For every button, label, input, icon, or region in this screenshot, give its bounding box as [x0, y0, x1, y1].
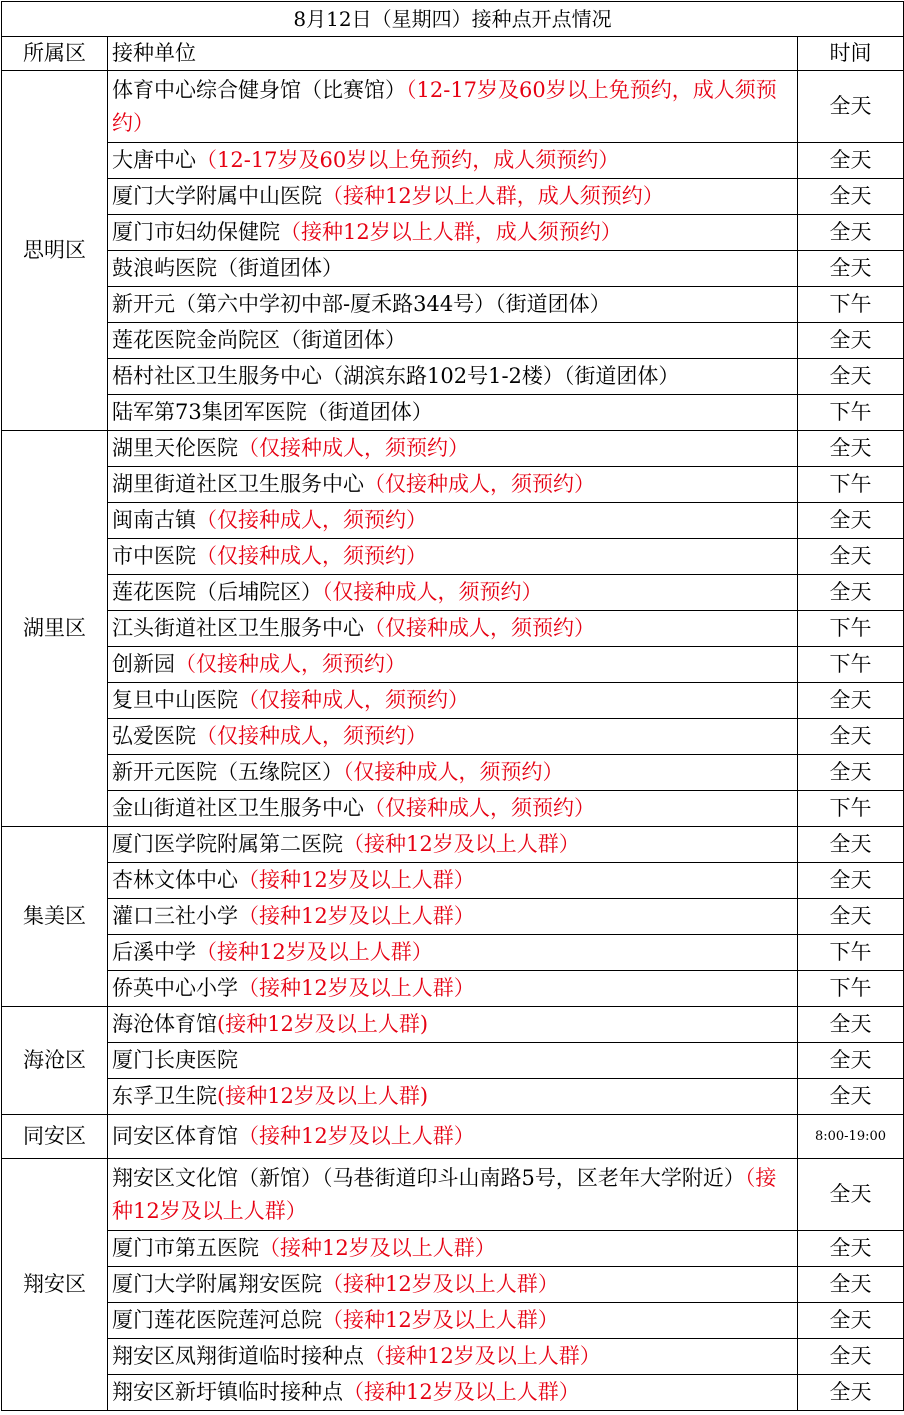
table-row — [2, 1007, 904, 1043]
unit-note: （12-17岁及60岁以上免预约，成人须预约） — [112, 77, 777, 135]
time-cell: 全天 — [798, 1079, 904, 1115]
unit-name: 体育中心综合健身馆（比赛馆） — [112, 77, 406, 102]
unit-cell — [108, 71, 798, 143]
unit-note: （接种12岁及以上人群） — [322, 1272, 559, 1296]
unit-cell — [108, 827, 798, 863]
unit-cell — [108, 935, 798, 971]
table-row — [2, 827, 904, 863]
unit-note: （仅接种成人，须预约） — [322, 580, 543, 604]
unit-cell — [108, 1043, 798, 1079]
unit-cell — [108, 1267, 798, 1303]
unit-name: 莲花医院（后埔院区） — [112, 580, 322, 604]
unit-cell — [108, 539, 798, 575]
table-row — [2, 1375, 904, 1411]
table-row — [2, 1115, 904, 1159]
table-row — [2, 575, 904, 611]
header-time: 时间 — [798, 37, 904, 71]
unit-name: 弘爱医院 — [112, 724, 196, 748]
unit-note: （接种12岁及以上人群） — [343, 832, 580, 856]
unit-note: （接种12岁及以上人群） — [259, 1236, 496, 1260]
unit-cell — [108, 971, 798, 1007]
unit-name: 厦门大学附属中山医院 — [112, 184, 322, 208]
unit-cell — [108, 1339, 798, 1375]
time-cell: 全天 — [798, 719, 904, 755]
time-cell: 全天 — [798, 251, 904, 287]
unit-note: （接种12岁以上人群，成人须预约） — [322, 184, 664, 208]
unit-name: 湖里街道社区卫生服务中心 — [112, 472, 364, 496]
unit-cell — [108, 1007, 798, 1043]
table-row — [2, 431, 904, 467]
unit-cell — [108, 251, 798, 287]
unit-name: 同安区体育馆 — [112, 1124, 238, 1148]
time-cell: 全天 — [798, 215, 904, 251]
time-cell: 全天 — [798, 827, 904, 863]
unit-note: （接种12岁及以上人群） — [238, 868, 475, 892]
unit-cell — [108, 575, 798, 611]
time-cell: 全天 — [798, 143, 904, 179]
table-row — [2, 251, 904, 287]
time-cell: 全天 — [798, 359, 904, 395]
unit-cell — [108, 1159, 798, 1231]
table-row — [2, 1079, 904, 1115]
time-cell: 下午 — [798, 395, 904, 431]
unit-name: 陆军第73集团军医院（街道团体） — [112, 400, 433, 424]
unit-cell — [108, 179, 798, 215]
time-cell: 下午 — [798, 935, 904, 971]
unit-cell — [108, 719, 798, 755]
unit-name: 鼓浪屿医院（街道团体） — [112, 256, 343, 280]
unit-cell — [108, 467, 798, 503]
vaccination-sites-table — [1, 1, 904, 1411]
unit-name: 海沧体育馆 — [112, 1012, 217, 1036]
table-row — [2, 539, 904, 575]
time-cell: 下午 — [798, 611, 904, 647]
unit-name: 复旦中山医院 — [112, 688, 238, 712]
time-cell: 全天 — [798, 503, 904, 539]
unit-name: 梧村社区卫生服务中心（湖滨东路102号1-2楼）（街道团体） — [112, 364, 680, 388]
unit-cell — [108, 863, 798, 899]
unit-note: （12-17岁及60岁以上免预约，成人须预约） — [196, 148, 620, 172]
table-row — [2, 503, 904, 539]
unit-cell — [108, 1231, 798, 1267]
unit-cell — [108, 1303, 798, 1339]
unit-cell — [108, 755, 798, 791]
time-cell: 全天 — [798, 683, 904, 719]
unit-note: （接种12岁及以上人群） — [196, 940, 433, 964]
district-cell: 同安区 — [2, 1115, 108, 1159]
district-cell: 翔安区 — [2, 1159, 108, 1411]
time-cell: 全天 — [798, 431, 904, 467]
table-row — [2, 791, 904, 827]
table-row — [2, 359, 904, 395]
time-cell: 全天 — [798, 179, 904, 215]
unit-note: （仅接种成人，须预约） — [364, 472, 595, 496]
time-cell: 全天 — [798, 1043, 904, 1079]
table-row — [2, 395, 904, 431]
unit-cell — [108, 323, 798, 359]
unit-note: （仅接种成人，须预约） — [364, 616, 595, 640]
unit-note: （接种12岁及以上人群） — [112, 1165, 777, 1223]
unit-note: (接种12岁及以上人群) — [217, 1012, 429, 1036]
unit-note: （接种12岁及以上人群） — [322, 1308, 559, 1332]
district-cell: 湖里区 — [2, 431, 108, 827]
unit-name: 莲花医院金尚院区（街道团体） — [112, 328, 406, 352]
district-cell: 集美区 — [2, 827, 108, 1007]
unit-name: 翔安区新圩镇临时接种点 — [112, 1380, 343, 1404]
unit-cell — [108, 1115, 798, 1159]
time-cell: 全天 — [798, 575, 904, 611]
unit-note: （仅接种成人，须预约） — [175, 652, 406, 676]
unit-name: 厦门市第五医院 — [112, 1236, 259, 1260]
header-district: 所属区 — [2, 37, 108, 71]
unit-name: 厦门医学院附属第二医院 — [112, 832, 343, 856]
header-row — [2, 37, 904, 71]
time-cell: 下午 — [798, 287, 904, 323]
unit-cell — [108, 359, 798, 395]
unit-note: （接种12岁及以上人群） — [238, 904, 475, 928]
time-cell: 全天 — [798, 1231, 904, 1267]
table-title: 8月12日（星期四）接种点开点情况 — [2, 2, 904, 37]
time-cell: 全天 — [798, 1375, 904, 1411]
unit-name: 灌口三社小学 — [112, 904, 238, 928]
table-row — [2, 179, 904, 215]
unit-name: 厦门长庚医院 — [112, 1048, 238, 1072]
time-cell: 下午 — [798, 791, 904, 827]
table-row — [2, 935, 904, 971]
unit-note: （接种12岁以上人群，成人须预约） — [280, 220, 622, 244]
table-row — [2, 683, 904, 719]
table-row — [2, 755, 904, 791]
unit-name: 湖里天伦医院 — [112, 436, 238, 460]
unit-cell — [108, 899, 798, 935]
table-row — [2, 1043, 904, 1079]
unit-cell — [108, 683, 798, 719]
time-cell: 8:00-19:00 — [798, 1115, 904, 1159]
unit-name: 厦门市妇幼保健院 — [112, 220, 280, 244]
unit-cell — [108, 215, 798, 251]
unit-cell — [108, 143, 798, 179]
time-cell: 下午 — [798, 647, 904, 683]
unit-note: （仅接种成人，须预约） — [238, 688, 469, 712]
table-row — [2, 971, 904, 1007]
unit-note: （接种12岁及以上人群） — [238, 976, 475, 1000]
time-cell: 全天 — [798, 1303, 904, 1339]
unit-cell — [108, 791, 798, 827]
table-row — [2, 215, 904, 251]
unit-note: （仅接种成人，须预约） — [196, 544, 427, 568]
table-row — [2, 287, 904, 323]
unit-note: （仅接种成人，须预约） — [196, 724, 427, 748]
unit-name: 东孚卫生院 — [112, 1084, 217, 1108]
table-row — [2, 1267, 904, 1303]
time-cell: 全天 — [798, 863, 904, 899]
unit-cell — [108, 647, 798, 683]
unit-name: 闽南古镇 — [112, 508, 196, 532]
district-cell: 海沧区 — [2, 1007, 108, 1115]
unit-name: 翔安区文化馆（新馆）（马巷街道印斗山南路5号，区老年大学附近） — [112, 1165, 745, 1190]
unit-name: 后溪中学 — [112, 940, 196, 964]
unit-note: （接种12岁及以上人群） — [343, 1380, 580, 1404]
unit-name: 新开元（第六中学初中部-厦禾路344号）（街道团体） — [112, 292, 611, 316]
time-cell: 全天 — [798, 1339, 904, 1375]
unit-name: 杏林文体中心 — [112, 868, 238, 892]
unit-name: 大唐中心 — [112, 148, 196, 172]
unit-note: （接种12岁及以上人群） — [238, 1124, 475, 1148]
table-row — [2, 143, 904, 179]
table-row — [2, 1303, 904, 1339]
unit-name: 厦门莲花医院莲河总院 — [112, 1308, 322, 1332]
unit-name: 市中医院 — [112, 544, 196, 568]
table-row — [2, 611, 904, 647]
table-row — [2, 1159, 904, 1231]
title-row — [2, 2, 904, 37]
unit-cell — [108, 1079, 798, 1115]
unit-name: 厦门大学附属翔安医院 — [112, 1272, 322, 1296]
table-row — [2, 719, 904, 755]
unit-cell — [108, 395, 798, 431]
table-row — [2, 1231, 904, 1267]
table-row — [2, 467, 904, 503]
time-cell: 全天 — [798, 755, 904, 791]
unit-cell — [108, 431, 798, 467]
district-cell: 思明区 — [2, 71, 108, 431]
header-unit: 接种单位 — [108, 37, 798, 71]
unit-note: （接种12岁及以上人群） — [364, 1344, 601, 1368]
unit-cell — [108, 503, 798, 539]
unit-name: 新开元医院（五缘院区） — [112, 760, 343, 784]
unit-note: （仅接种成人，须预约） — [196, 508, 427, 532]
time-cell: 全天 — [798, 1007, 904, 1043]
unit-note: （仅接种成人，须预约） — [364, 796, 595, 820]
unit-cell — [108, 287, 798, 323]
unit-note: （仅接种成人，须预约） — [238, 436, 469, 460]
unit-note: (接种12岁及以上人群) — [217, 1084, 429, 1108]
unit-name: 翔安区凤翔街道临时接种点 — [112, 1344, 364, 1368]
unit-name: 江头街道社区卫生服务中心 — [112, 616, 364, 640]
time-cell: 全天 — [798, 1267, 904, 1303]
unit-name: 金山街道社区卫生服务中心 — [112, 796, 364, 820]
unit-cell — [108, 611, 798, 647]
unit-cell — [108, 1375, 798, 1411]
time-cell: 全天 — [798, 539, 904, 575]
time-cell: 全天 — [798, 323, 904, 359]
time-cell: 全天 — [798, 1159, 904, 1231]
table-row — [2, 899, 904, 935]
unit-note: （仅接种成人，须预约） — [343, 760, 564, 784]
table-row — [2, 647, 904, 683]
table-body — [2, 2, 904, 1411]
table-row — [2, 71, 904, 143]
table-row — [2, 323, 904, 359]
time-cell: 全天 — [798, 899, 904, 935]
table-row — [2, 1339, 904, 1375]
unit-name: 侨英中心小学 — [112, 976, 238, 1000]
time-cell: 下午 — [798, 467, 904, 503]
time-cell: 下午 — [798, 971, 904, 1007]
unit-name: 创新园 — [112, 652, 175, 676]
time-cell: 全天 — [798, 71, 904, 143]
table-row — [2, 863, 904, 899]
